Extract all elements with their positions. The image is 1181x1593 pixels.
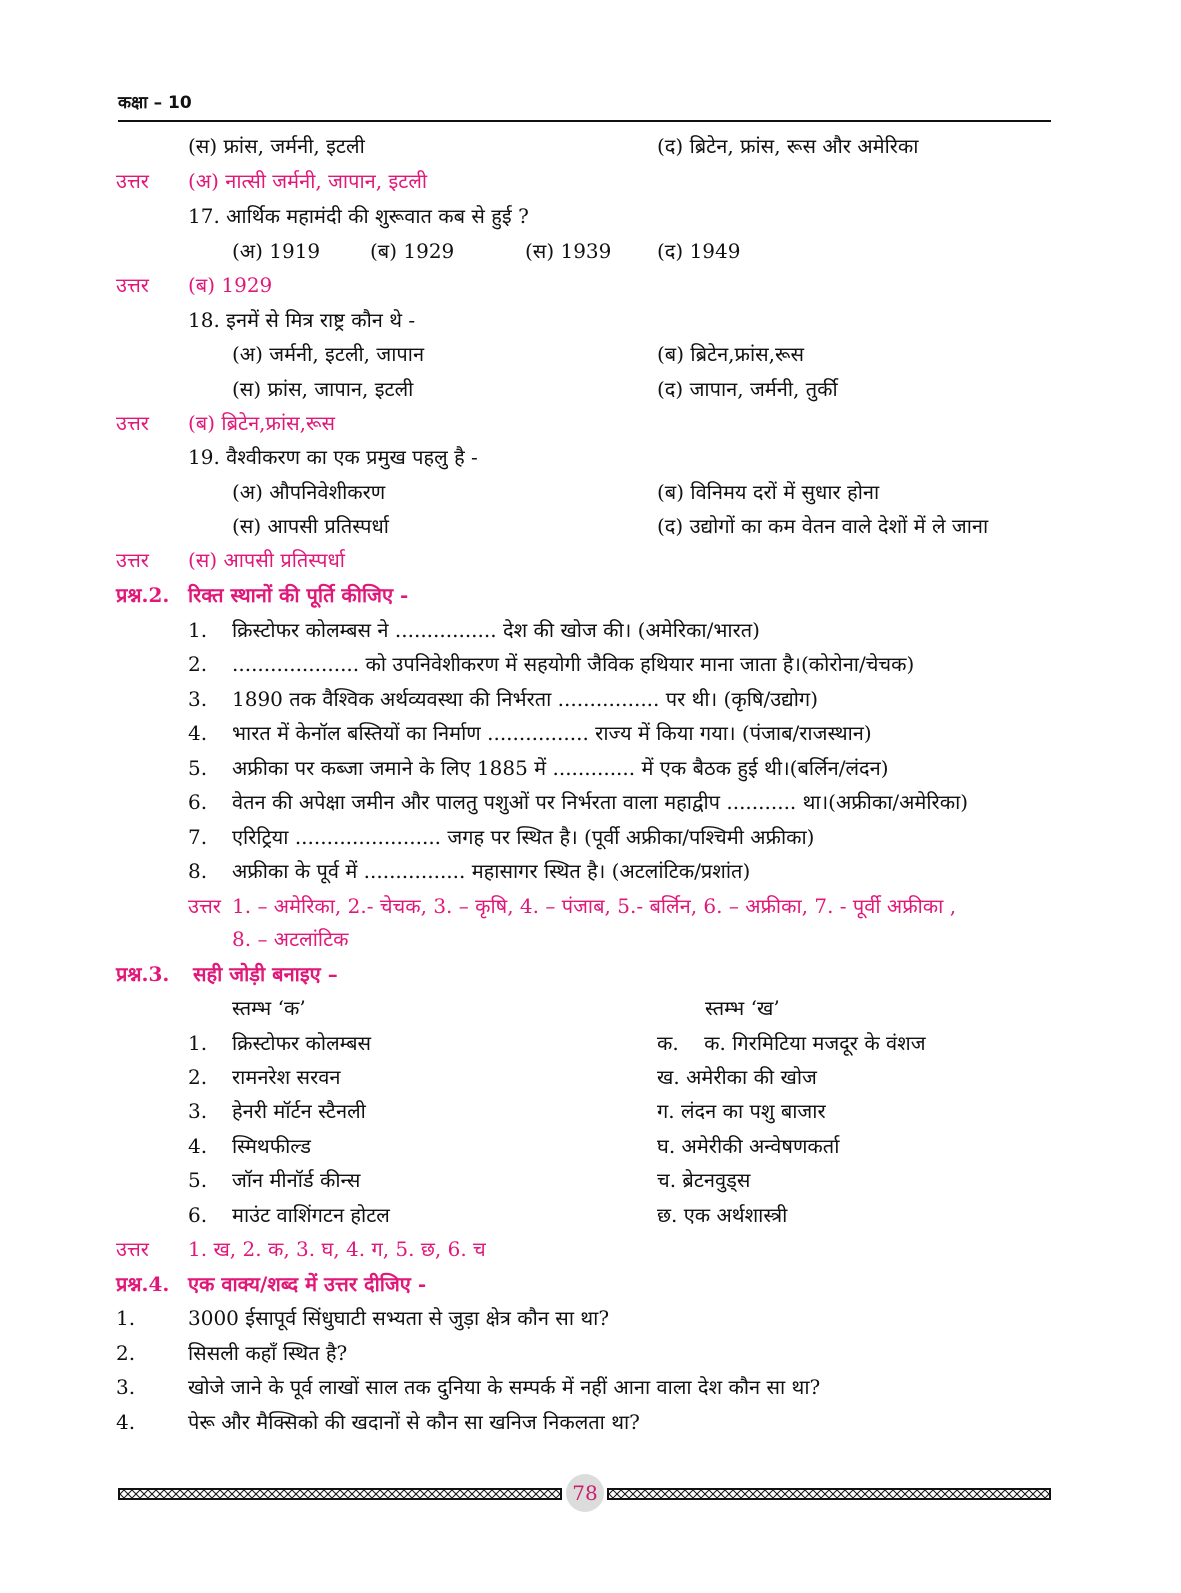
section4-title: एक वाक्य/शब्द में उत्तर दीजिए - — [188, 1272, 427, 1296]
match-left: माउंट वाशिंगटन होटल — [232, 1203, 390, 1227]
q19-option-c: (स) आपसी प्रतिस्पर्धा — [232, 514, 389, 538]
q17-option-a: (अ) 1919 — [232, 239, 321, 263]
column-b-heading: स्तम्भ ‘ख’ — [705, 996, 780, 1020]
q18-text: 18. इनमें से मित्र राष्ट्र कौन थे - — [188, 308, 416, 332]
short-q-text: खोजे जाने के पूर्व लाखों साल तक दुनिया के सम्पर्क में नहीं आना वाला देश कौन सा था? — [188, 1375, 821, 1399]
fill-item-number: 1. — [188, 618, 208, 642]
q16-answer: (अ) नात्सी जर्मनी, जापान, इटली — [188, 169, 428, 193]
fill-item-number: 5. — [188, 756, 208, 780]
column-a-heading: स्तम्भ ‘क’ — [232, 996, 306, 1020]
section2-title: रिक्त स्थानों की पूर्ति कीजिए - — [188, 583, 409, 607]
fill-item-text: क्रिस्टोफर कोलम्बस ने ................ देश की खोज की। (अमेरिका/भारत) — [232, 618, 760, 642]
fill-item-number: 3. — [188, 687, 208, 711]
q19-option-b: (ब) विनिमय दरों में सुधार होना — [657, 480, 880, 504]
match-number: 4. — [188, 1134, 208, 1158]
section3-label: प्रश्न.3. — [116, 962, 170, 986]
match-number: 5. — [188, 1168, 208, 1192]
match-left: स्मिथफील्ड — [232, 1134, 311, 1158]
fill-item-text: 1890 तक वैश्विक अर्थव्यवस्था की निर्भरता ................ पर थी। (कृषि/उद्योग) — [232, 687, 818, 711]
q16-option-c: (स) फ्रांस, जर्मनी, इटली — [188, 134, 365, 158]
answer-label: उत्तर — [116, 273, 149, 297]
q18-option-b: (ब) ब्रिटेन,फ्रांस,रूस — [657, 342, 805, 366]
match-number: 3. — [188, 1099, 208, 1123]
q18-option-a: (अ) जर्मनी, इटली, जापान — [232, 342, 425, 366]
answer-label: उत्तर — [116, 548, 149, 572]
q17-option-b: (ब) 1929 — [370, 239, 455, 263]
match-left: जॉन मीनॉर्ड कीन्स — [232, 1168, 361, 1192]
header-rule — [118, 120, 1051, 122]
short-q-number: 4. — [116, 1410, 136, 1434]
page-header: कक्षा – 10 — [118, 93, 192, 113]
fill-item-number: 2. — [188, 652, 208, 676]
answer-label: उत्तर — [116, 169, 149, 193]
fill-item-number: 7. — [188, 825, 208, 849]
page-number: 78 — [566, 1474, 604, 1512]
fill-item-text: भारत में केनॉल बस्तियों का निर्माण ................ राज्य में किया गया। (पंजाब/राजस्थान) — [232, 721, 872, 745]
q17-option-d: (द) 1949 — [657, 239, 741, 263]
match-left: क्रिस्टोफर कोलम्बस — [232, 1031, 372, 1055]
q17-option-c: (स) 1939 — [525, 239, 612, 263]
fill-item-number: 4. — [188, 721, 208, 745]
match-left: हेनरी मॉर्टन स्टैनली — [232, 1099, 366, 1123]
fill-item-text: अफ्रीका के पूर्व में ................ महासागर स्थित है। (अटलांटिक/प्रशांत) — [232, 859, 751, 883]
section3-answer: 1. ख, 2. क, 3. घ, 4. ग, 5. छ, 6. च — [188, 1237, 486, 1261]
section2-answer-line1: 1. – अमेरिका, 2.- चेचक, 3. – कृषि, 4. – पंजाब, 5.- बर्लिन, 6. – अफ्रीका, 7. - पूर्वी अफ्रीका , — [232, 894, 957, 918]
match-right: घ. अमेरीकी अन्वेषणकर्ता — [657, 1134, 840, 1158]
answer-label: उत्तर — [116, 411, 149, 435]
fill-item-number: 6. — [188, 790, 208, 814]
section2-label: प्रश्न.2. — [116, 583, 170, 607]
answer-label: उत्तर — [116, 1237, 149, 1261]
section4-label: प्रश्न.4. — [116, 1272, 170, 1296]
q19-answer: (स) आपसी प्रतिस्पर्धा — [188, 548, 345, 572]
fill-item-text: .................... को उपनिवेशीकरण में सहयोगी जैविक हथियार माना जाता है।(कोरोना/चेचक) — [232, 652, 915, 676]
section3-title: सही जोड़ी बनाइए – — [193, 962, 338, 986]
section2-answer-line2: 8. – अटलांटिक — [232, 927, 349, 951]
match-right: ख. अमेरीका की खोज — [657, 1065, 817, 1089]
match-right: क. क. गिरमिटिया मजदूर के वंशज — [657, 1031, 926, 1055]
answer-label: उत्तर — [188, 894, 221, 918]
fill-item-text: अफ्रीका पर कब्जा जमाने के लिए 1885 में ............. में एक बैठक हुई थी।(बर्लिन/लंदन) — [232, 756, 889, 780]
fill-item-number: 8. — [188, 859, 208, 883]
short-q-number: 1. — [116, 1306, 136, 1330]
match-right: ग. लंदन का पशु बाजार — [657, 1099, 826, 1123]
match-right: छ. एक अर्थशास्त्री — [657, 1203, 788, 1227]
match-left: रामनरेश सरवन — [232, 1065, 341, 1089]
short-q-text: सिसली कहाँ स्थित है? — [188, 1341, 348, 1365]
q18-answer: (ब) ब्रिटेन,फ्रांस,रूस — [188, 411, 336, 435]
q17-answer: (ब) 1929 — [188, 273, 273, 297]
footer-border-right — [607, 1488, 1051, 1500]
short-q-number: 3. — [116, 1375, 136, 1399]
q17-text: 17. आर्थिक महामंदी की शुरूवात कब से हुई ? — [188, 204, 529, 228]
short-q-text: 3000 ईसापूर्व सिंधुघाटी सभ्यता से जुड़ा क्षेत्र कौन सा था? — [188, 1306, 610, 1330]
match-right: च. ब्रेटनवुड्स — [657, 1168, 751, 1192]
fill-item-text: एरिट्रिया ....................... जगह पर स्थित है। (पूर्वी अफ्रीका/पश्चिमी अफ्रीका) — [232, 825, 815, 849]
match-number: 1. — [188, 1031, 208, 1055]
q19-text: 19. वैश्वीकरण का एक प्रमुख पहलु है - — [188, 445, 478, 469]
q19-option-a: (अ) औपनिवेशीकरण — [232, 480, 386, 504]
match-number: 2. — [188, 1065, 208, 1089]
match-number: 6. — [188, 1203, 208, 1227]
q18-option-c: (स) फ्रांस, जापान, इटली — [232, 377, 414, 401]
fill-item-text: वेतन की अपेक्षा जमीन और पालतु पशुओं पर निर्भरता वाला महाद्वीप ........... था।(अफ्रीका/अमेरिका) — [232, 790, 969, 814]
q16-option-d: (द) ब्रिटेन, फ्रांस, रूस और अमेरिका — [657, 134, 919, 158]
short-q-number: 2. — [116, 1341, 136, 1365]
short-q-text: पेरू और मैक्सिको की खदानों से कौन सा खनिज निकलता था? — [188, 1410, 640, 1434]
q18-option-d: (द) जापान, जर्मनी, तुर्की — [657, 377, 838, 401]
footer-border-left — [118, 1488, 562, 1500]
q19-option-d: (द) उद्योगों का कम वेतन वाले देशों में ले जाना — [657, 514, 989, 538]
